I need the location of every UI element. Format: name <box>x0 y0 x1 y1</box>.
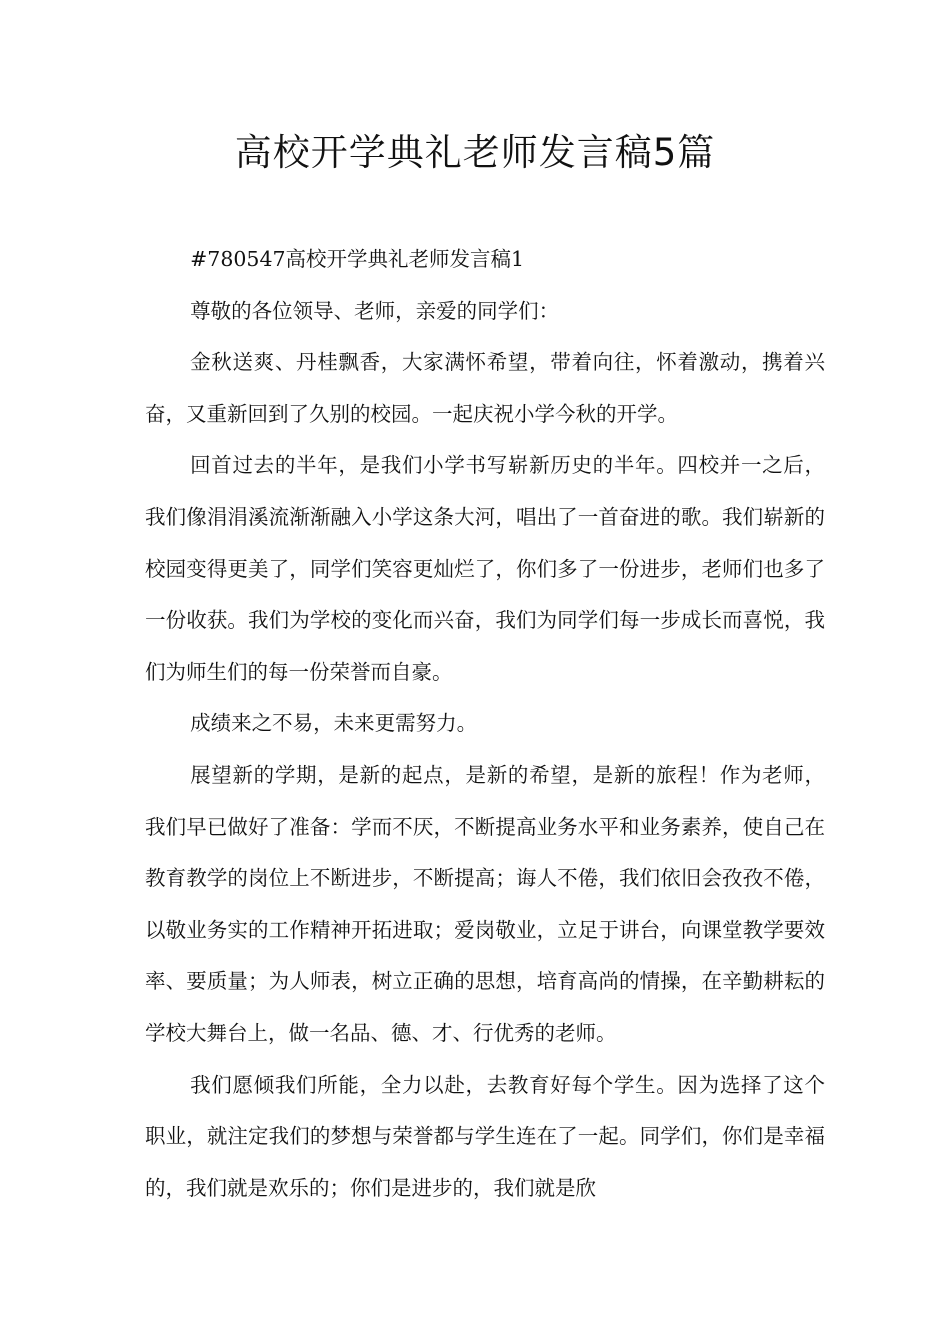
paragraph-4: 展望新的学期，是新的起点，是新的希望，是新的旅程！作为老师，我们早已做好了准备：学而不厌，不断提高业务水平和业务素养，使自己在教育教学的岗位上不断进步，不断提高；诲人不倦，我们依旧会孜孜不倦，以敬业务实的工作精神开拓进取；爱岗敬业，立足于讲台，向课堂教学要效率、要质量；为人师表，树立正确的思想，培育高尚的情操，在辛勤耕耘的学校大舞台上，做一名品、德、才、行优秀的老师。 <box>145 762 825 1045</box>
document-title: 高校开学典礼老师发言稿5篇 <box>234 131 716 174</box>
paragraph-3: 成绩来之不易，未来更需努力。 <box>190 711 478 736</box>
section-heading: #780547高校开学典礼老师发言稿1 <box>190 247 525 271</box>
salutation: 尊敬的各位领导、老师，亲爱的同学们： <box>190 298 560 323</box>
paragraph-2: 回首过去的半年，是我们小学书写崭新历史的半年。四校并一之后，我们像涓涓溪流渐渐融入小学这条大河，唱出了一首奋进的歌。我们崭新的校园变得更美了，同学们笑容更灿烂了，你们多了一份进步，老师们也多了一份收获。我们为学校的变化而兴奋，我们为同学们每一步成长而喜悦，我们为师生们的每一份荣誉而自豪。 <box>145 453 825 684</box>
document-body <box>145 234 825 1214</box>
paragraph-5: 我们愿倾我们所能，全力以赴，去教育好每个学生。因为选择了这个职业，就注定我们的梦想与荣誉都与学生连在了一起。同学们，你们是幸福的，我们就是欢乐的；你们是进步的，我们就是欣 <box>145 1072 825 1200</box>
paragraph-1: 金秋送爽、丹桂飘香，大家满怀希望，带着向往，怀着激动，携着兴奋，又重新回到了久别的校园。一起庆祝小学今秋的开学。 <box>145 350 825 426</box>
